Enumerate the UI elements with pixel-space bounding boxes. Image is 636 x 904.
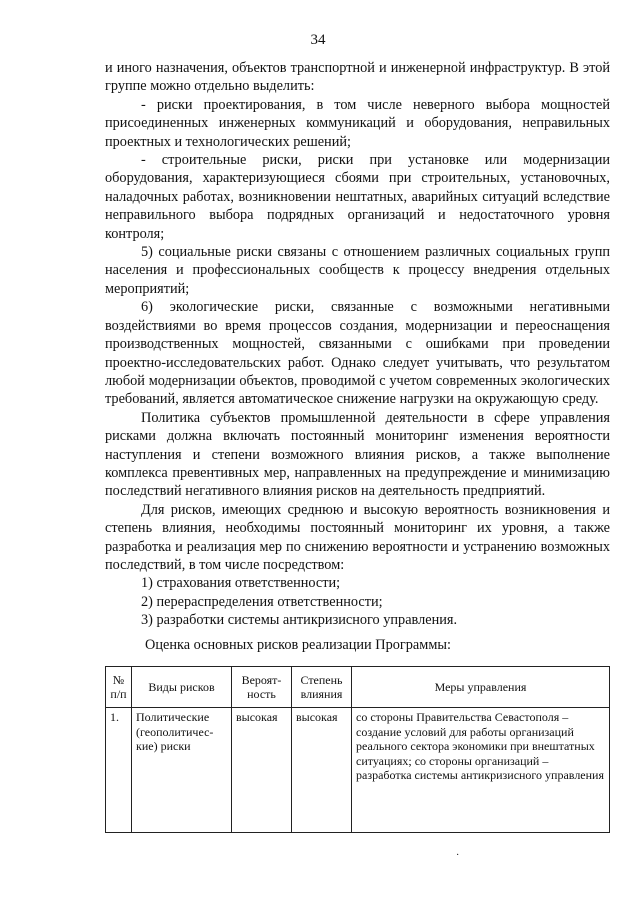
cell-measures: со стороны Правительства Севастополя – создание условий для работы организаций реального сектора экономики при внештатных ситуациях; со стороны организаций – разработка системы антикризисного управления	[352, 708, 610, 833]
cell-impact: высокая	[292, 708, 352, 833]
scan-speck: ·	[456, 850, 460, 861]
page-number: 34	[310, 32, 326, 48]
header-number: № п/п	[106, 667, 132, 708]
header-measures: Меры управления	[352, 667, 610, 708]
header-probability: Вероят-ность	[232, 667, 292, 708]
list-item: 2) перераспределения ответственности;	[141, 593, 383, 610]
header-impact: Степень влияния	[292, 667, 352, 708]
risk-table	[105, 666, 610, 833]
document-body	[105, 59, 610, 654]
list-item: 3) разработки системы антикризисного управления.	[141, 612, 458, 629]
paragraph: - риски проектирования, в том числе неверного выбора мощностей присоединенных инженерных коммуникаций и оборудования, неправильных проектных и технологических решений;	[105, 96, 610, 150]
paragraph: Для рисков, имеющих среднюю и высокую вероятность возникновения и степень влияния, необходимы постоянный мониторинг их уровня, а также разработка и реализация мер по снижению вероятности и устранению возможных последствий, в том числе посредством:	[105, 501, 610, 573]
cell-probability: высокая	[232, 708, 292, 833]
table-caption: Оценка основных рисков реализации Программы:	[145, 636, 451, 653]
paragraph: Политика субъектов промышленной деятельности в сфере управления рисками должна включать постоянный мониторинг изменения вероятности наступления и степени возможного влияния рисков, а также выполнение комплекса превентивных мер, направленных на предупреждение и минимизацию последствий негативного влияния рисков на деятельность предприятий.	[105, 409, 610, 500]
paragraph: и иного назначения, объектов транспортной и инженерной инфраструктур. В этой группе можно отдельно выделить:	[105, 60, 610, 95]
paragraph: 5) социальные риски связаны с отношением различных социальных групп населения и профессиональных сообществ к процессу внедрения отдельных мероприятий;	[105, 244, 610, 297]
header-risk-type: Виды рисков	[132, 667, 232, 708]
cell-risk-type: Политические (геополитичес-кие) риски	[132, 708, 232, 833]
table-header-row	[106, 667, 610, 708]
cell-number: 1.	[106, 708, 132, 833]
paragraph: 6) экологические риски, связанные с возможными негативными воздействиями во время процессов создания, модернизации и переоснащения производственных мощностей, связанными с ошибками при проведении проектно-исследовательских работ. Однако следует учитывать, что результатом любой модернизации объектов, проводимой с учетом современных экологических требований, является автоматическое снижение нагрузки на окружающую среду.	[105, 299, 610, 408]
list-item: 1) страхования ответственности;	[141, 575, 341, 592]
paragraph: - строительные риски, риски при установке или модернизации оборудования, характеризующиеся сбоями при строительных, установочных, наладочных работах, возникновении нештатных, аварийных ситуаций вследствие неправильного выбора подрядных организаций и недостаточного уровня контроля;	[105, 152, 610, 242]
table-row	[106, 708, 610, 833]
